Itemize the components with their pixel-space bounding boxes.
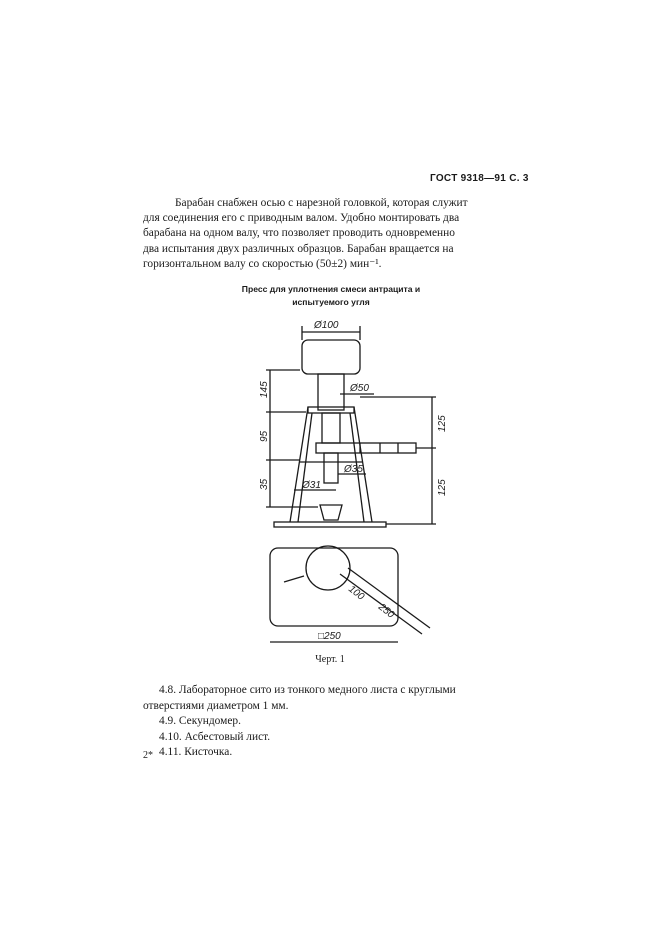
press-drawing — [240, 312, 460, 652]
paragraph-line: два испытания двух различных образцов. Барабан вращается на — [143, 242, 454, 255]
list-item: 4.8. Лабораторное сито из тонкого медного листа с круглыми — [159, 684, 456, 696]
lever-arm — [316, 443, 416, 453]
dimension-label: 35 — [259, 478, 270, 490]
plan-view-handle — [284, 576, 304, 582]
standard-header: ГОСТ 9318—91 С. 3 — [430, 173, 529, 184]
dimension-label: 250 — [376, 601, 397, 621]
list-item-continuation: отверстиями диаметром 1 мм. — [143, 699, 289, 712]
figure-label: Черт. 1 — [315, 654, 345, 665]
piston — [324, 453, 338, 483]
dimension-label: Ø35 — [344, 464, 363, 475]
dimension-label: 125 — [437, 415, 448, 432]
dimension-label: Ø50 — [350, 383, 369, 394]
plan-view-base — [270, 548, 398, 626]
mold — [320, 505, 342, 520]
dimension-label: Ø100 — [314, 320, 339, 331]
figure-caption — [200, 283, 462, 309]
dimension-label: Ø31 — [302, 480, 321, 491]
body-paragraph — [143, 196, 515, 272]
paragraph-line: Барабан снабжен осью с нарезной головкой, которая служит — [175, 197, 468, 209]
paragraph-line: для соединения его с приводным валом. Удобно монтировать два — [143, 212, 460, 225]
item-list — [143, 683, 515, 761]
list-item: 4.9. Секундомер. — [159, 715, 241, 727]
base-plate — [274, 522, 386, 527]
list-item: 4.10. Асбестовый лист. — [159, 730, 271, 743]
shaft — [318, 374, 344, 410]
dimension-label: 95 — [259, 430, 270, 442]
dimension-label: 100 — [346, 583, 367, 603]
dimension-label: 145 — [259, 381, 270, 398]
plan-view-mold — [306, 546, 350, 590]
dimension-label: 125 — [437, 479, 448, 496]
page-mark: 2* — [143, 750, 153, 761]
dimension-label: □250 — [318, 631, 341, 642]
figure-caption-line: Пресс для уплотнения смеси антрацита и — [241, 284, 421, 294]
paragraph-line: горизонтальном валу со скоростью (50±2) мин⁻¹. — [143, 257, 382, 270]
weight-block — [302, 340, 360, 374]
list-item: 4.11. Кисточка. — [159, 746, 233, 758]
paragraph-line: барабана на одном валу, что позволяет проводить одновременно — [143, 227, 455, 240]
figure-caption-line: испытуемого угля — [292, 297, 370, 307]
plunger — [322, 413, 340, 443]
